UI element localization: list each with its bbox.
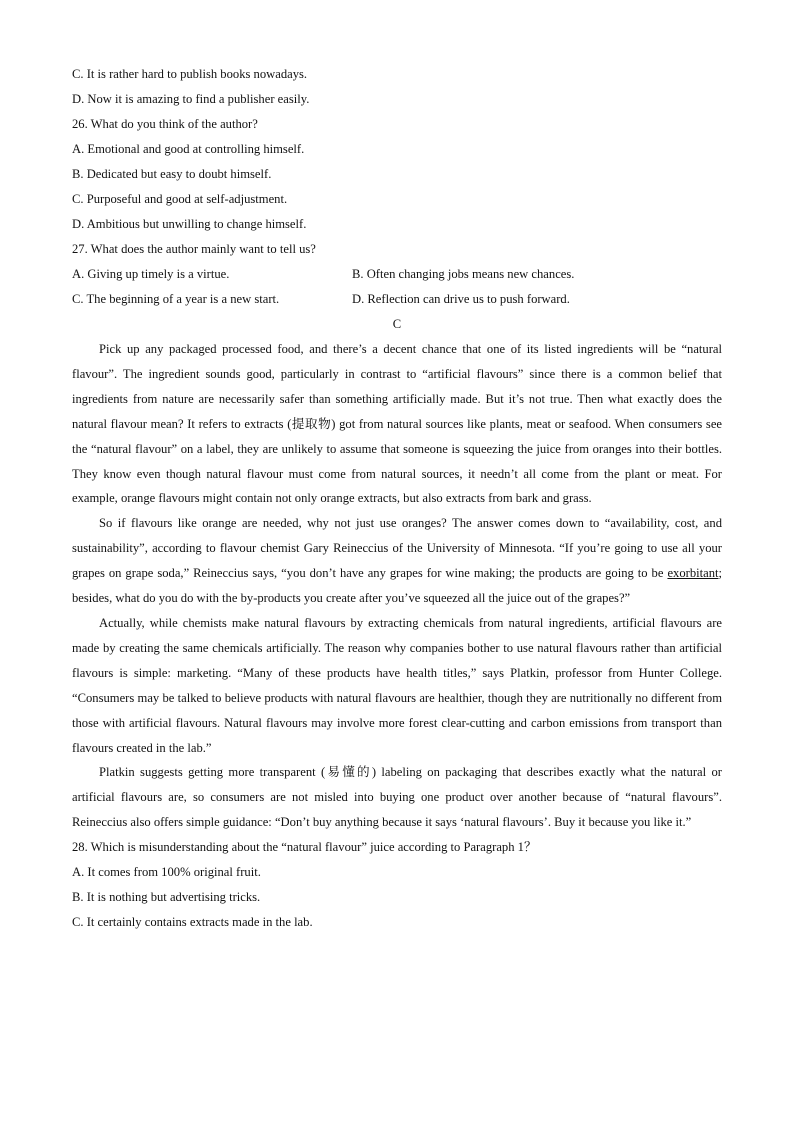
q27-stem: 27. What does the author mainly want to tell us?	[72, 242, 316, 256]
q26-option-c: C. Purposeful and good at self-adjustment.	[72, 192, 288, 206]
q28-option-c: C. It certainly contains extracts made in the lab.	[72, 915, 313, 930]
q28-option-b: B. It is nothing but advertising tricks.	[72, 890, 261, 905]
q27-option-c: C. The beginning of a year is a new start.	[72, 292, 280, 306]
q26-option-b: B. Dedicated but easy to doubt himself.	[72, 167, 272, 181]
q26-option-a: A. Emotional and good at controlling himself.	[72, 142, 305, 156]
q26-stem: 26. What do you think of the author?	[72, 117, 258, 131]
underlined-word-exorbitant: exorbitant	[667, 566, 719, 581]
paragraph-2-text-after: ; besides, what do you do with the by-products you create after you’ve squeezed all the juice out of the grapes?”	[72, 566, 722, 606]
q28-stem: 28. Which is misunderstanding about the “natural flavour” juice according to Paragraph 1？	[72, 840, 537, 855]
q27-options-row-1	[72, 262, 722, 287]
passage-c-paragraph-4: Platkin suggests getting more transparent (易懂的) labeling on packaging that describes exactly what the natural or artificial flavours are, so consumers are not misled into buying one product over another because of “natural flavours”. Reineccius also offers simple guidance: “Don’t buy anything because it says ‘natural flavours’. Buy it because you like it.”	[72, 765, 722, 830]
passage-c-paragraph-2	[72, 511, 722, 611]
q27-option-b: B. Often changing jobs means new chances.	[352, 267, 575, 281]
q27-option-d: D. Reflection can drive us to push forward.	[352, 292, 570, 306]
q25-option-c: C. It is rather hard to publish books nowadays.	[72, 67, 308, 81]
q27-options-row-2	[72, 287, 722, 312]
q28-option-a: A. It comes from 100% original fruit.	[72, 865, 261, 880]
q27-option-a: A. Giving up timely is a virtue.	[72, 267, 230, 281]
q25-option-d: D. Now it is amazing to find a publisher easily.	[72, 92, 310, 106]
passage-c-paragraph-1: Pick up any packaged processed food, and there’s a decent chance that one of its listed ingredients will be “natural flavour”. The ingredient sounds good, particularly in contrast to “artificial flavours” since there is a common belief that ingredients from nature are necessarily safer than something artificially made. But it’s not true. Then what exactly does the natural flavour mean? It refers to extracts (提取物) got from natural sources like plants, meat or seafood. When consumers see the “natural flavour” on a label, they are unlikely to assume that someone is squeezing the juice from oranges into their bottles. They know even though natural flavour must come from natural sources, it needn’t all come from the plant or meat. For example, orange flavours might contain not only orange extracts, but also extracts from bark and grass.	[72, 342, 722, 506]
passage-c-heading: C	[392, 317, 402, 331]
passage-c-paragraph-3: Actually, while chemists make natural flavours by extracting chemicals from natural ingredients, artificial flavours are made by creating the same chemicals artificially. The reason why companies bother to use natural flavours rather than artificial flavours is simple: marketing. “Many of these products have health titles,” says Platkin, professor from Hunter College. “Consumers may be talked to believe products with natural flavours are healthier, though they are nutritionally no different from those with artificial flavours. Natural flavours may involve more forest clear-cutting and carbon emissions from transport than flavours created in the lab.”	[72, 615, 722, 755]
paragraph-2-text-before: So if flavours like orange are needed, why not just use oranges? The answer comes down to “availability, cost, and sustainability”, according to flavour chemist Gary Reineccius of the University of Minnesota. “If you’re going to use all your grapes on grape soda,” Reineccius says, “you don’t have any grapes for wine making; the products are going to be	[72, 516, 722, 581]
exam-page	[72, 62, 722, 935]
q26-option-d: D. Ambitious but unwilling to change himself.	[72, 217, 307, 231]
